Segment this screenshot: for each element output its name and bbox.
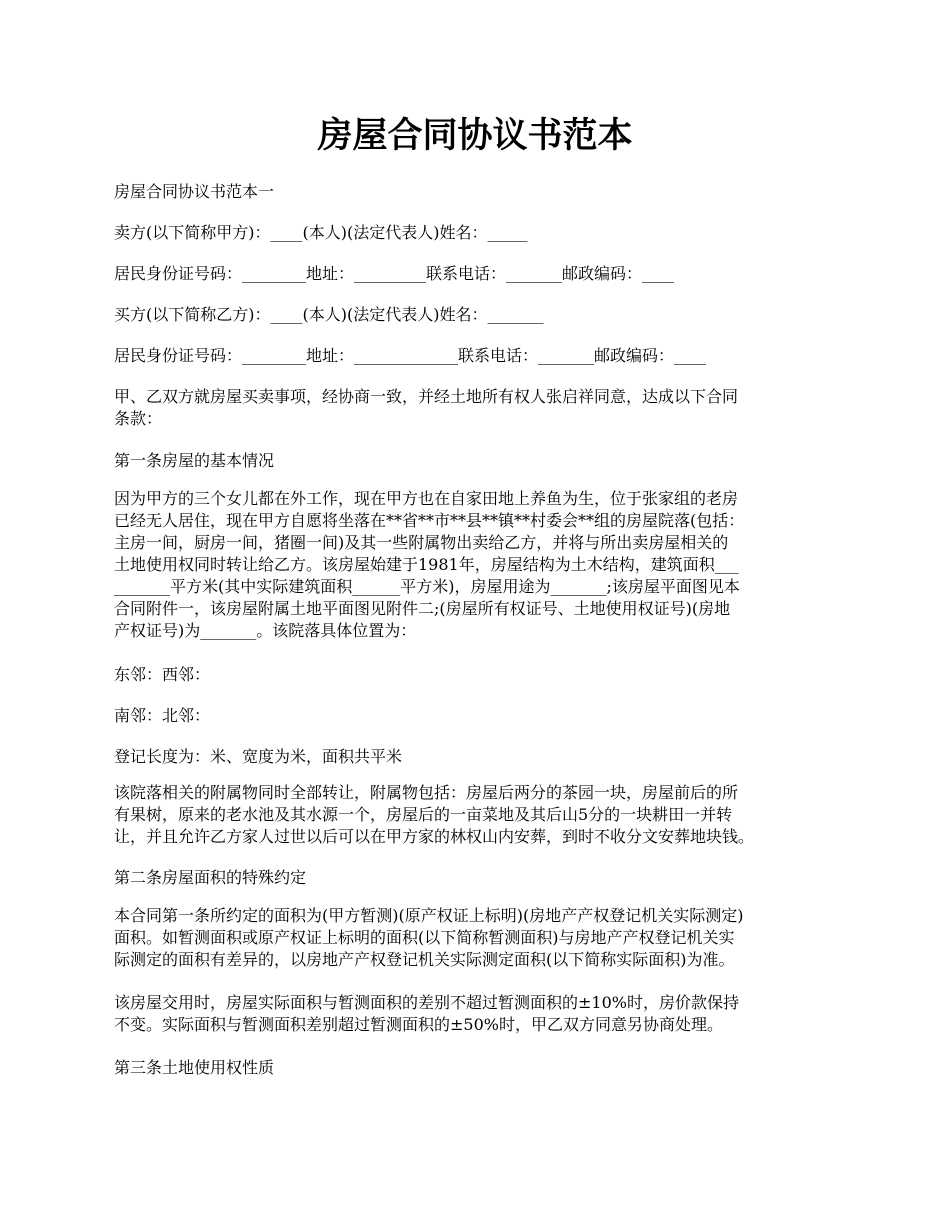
paragraph-seller: 卖方(以下简称甲方)：____(本人)(法定代表人)姓名：_____ xyxy=(114,223,528,242)
heading-article-3: 第三条土地使用权性质 xyxy=(114,1058,275,1077)
paragraph-seller-id: 居民身份证号码：________地址：_________联系电话：_______邮政编码：____ xyxy=(114,264,675,283)
document-title: 房屋合同协议书范本 xyxy=(317,116,633,156)
paragraph-agreement-intro: 甲、乙双方就房屋买卖事项，经协商一致，并经土地所有权人张启祥同意，达成以下合同 条款： xyxy=(114,387,739,428)
paragraph-buyer-id: 居民身份证号码：________地址：_____________联系电话：_______邮政编码：____ xyxy=(114,346,707,365)
paragraph-subtitle: 房屋合同协议书范本一 xyxy=(114,182,275,201)
paragraph-dimensions: 登记长度为：米、宽度为米，面积共平米 xyxy=(114,747,403,766)
paragraph-south-north: 南邻：北邻： xyxy=(114,706,211,725)
paragraph-buyer: 买方(以下简称乙方)：____(本人)(法定代表人)姓名：_______ xyxy=(114,305,544,324)
paragraph-east-west: 东邻：西邻： xyxy=(114,665,211,684)
paragraph-article-2-body: 本合同第一条所约定的面积为(甲方暂测)(原产权证上标明)(房地产产权登记机关实际测定) 面积。如暂测面积或原产权证上标明的面积(以下简称暂测面积)与房地产产权登记机关实 际测定的面积有差异的，以房地产产权登记机关实际测定面积(以下简称实际面积)为准。 xyxy=(114,906,744,969)
heading-article-2: 第二条房屋面积的特殊约定 xyxy=(114,868,307,887)
paragraph-area-difference: 该房屋交用时，房屋实际面积与暂测面积的差别不超过暂测面积的±10%时，房价款保持 不变。实际面积与暂测面积差别超过暂测面积的±50%时，甲乙双方同意另协商处理。 xyxy=(114,993,739,1034)
paragraph-article-1-body: 因为甲方的三个女儿都在外工作，现在甲方也在自家田地上养鱼为生，位于张家组的老房 已经无人居住，现在甲方自愿将坐落在**省**市**县**镇**村委会**组的房屋院落(包括： 主房一间，厨房一间，猪圈一间)及其一些附属物出卖给乙方，并将与所出卖房屋相关的 土地使用权同时转让给乙方。该房屋始建于1981年，房屋结构为土木结构，建筑面积___ _______平方米(其中实际建筑面积______平方米)，房屋用途为_______;该房屋平面图见本 合同附件一，该房屋附属土地平面图见附件二;(房屋所有权证号、土地使用权证号)(房地 产权证号)为_______。该院落具体位置为： xyxy=(114,489,745,640)
paragraph-attachments: 该院落相关的附属物同时全部转让，附属物包括：房屋后两分的茶园一块，房屋前后的所 有果树，原来的老水池及其水源一个，房屋后的一亩菜地及其后山5分的一块耕田一并转 让，并且允许乙方家人过世以后可以在甲方家的林权山内安葬，到时不收分文安葬地块钱。 xyxy=(114,783,755,846)
heading-article-1: 第一条房屋的基本情况 xyxy=(114,451,275,470)
